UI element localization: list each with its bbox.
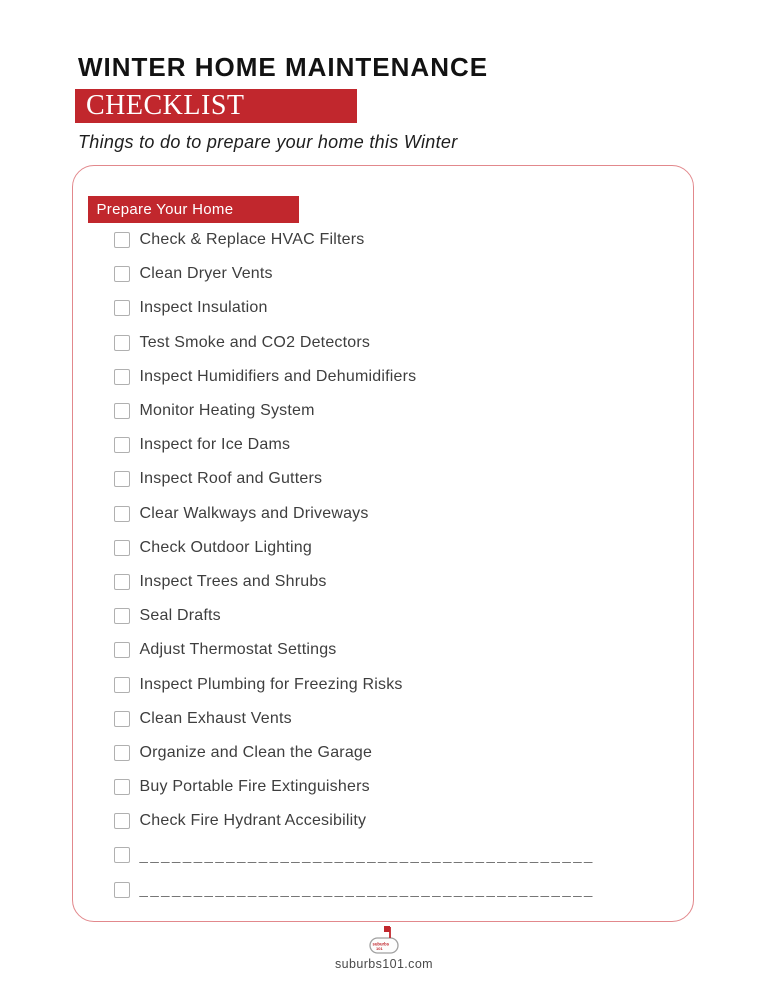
page-title: WINTER HOME MAINTENANCE xyxy=(78,52,489,82)
checklist-item-label: Inspect for Ice Dams xyxy=(139,436,291,454)
checklist-item-label: Inspect Humidifiers and Dehumidifiers xyxy=(139,367,417,385)
checklist-row xyxy=(114,633,678,667)
checkbox[interactable] xyxy=(114,506,130,522)
checkbox[interactable] xyxy=(114,745,130,761)
checkbox[interactable] xyxy=(114,300,130,316)
checklist-row xyxy=(114,497,678,531)
checklist-item-label: Check & Replace HVAC Filters xyxy=(139,231,365,249)
checkbox[interactable] xyxy=(114,779,130,795)
mailbox-logo-icon xyxy=(364,924,404,956)
checklist-banner: CHECKLIST xyxy=(75,89,357,123)
checklist-row xyxy=(114,531,678,565)
checklist-item-label: Test Smoke and CO2 Detectors xyxy=(139,333,371,351)
fill-in-line: __________________________________________ xyxy=(139,881,595,899)
checkbox[interactable] xyxy=(114,642,130,658)
checklist xyxy=(114,223,678,907)
checklist-row xyxy=(114,667,678,701)
checklist-row xyxy=(114,770,678,804)
checklist-row xyxy=(114,223,678,257)
checklist-item-label: Check Fire Hydrant Accesibility xyxy=(139,812,367,830)
checklist-row xyxy=(114,804,678,838)
checklist-item-label: Clean Dryer Vents xyxy=(139,265,273,283)
checklist-item-label: Adjust Thermostat Settings xyxy=(139,641,337,659)
section-header: Prepare Your Home xyxy=(88,196,299,223)
checklist-box xyxy=(72,165,694,922)
checklist-item-label: Organize and Clean the Garage xyxy=(139,743,373,761)
checkbox[interactable] xyxy=(114,608,130,624)
checklist-row xyxy=(114,326,678,360)
checkbox[interactable] xyxy=(114,847,130,863)
checklist-row xyxy=(114,873,678,907)
checkbox[interactable] xyxy=(114,437,130,453)
checklist-item-label: Inspect Roof and Gutters xyxy=(139,470,323,488)
checkbox[interactable] xyxy=(114,232,130,248)
checkbox[interactable] xyxy=(114,677,130,693)
checkbox[interactable] xyxy=(114,574,130,590)
website-url: suburbs101.com xyxy=(334,957,433,971)
checklist-item-label: Seal Drafts xyxy=(139,607,221,625)
checklist-item-label: Clear Walkways and Driveways xyxy=(139,504,369,522)
checklist-row xyxy=(114,360,678,394)
checkbox[interactable] xyxy=(114,403,130,419)
checkbox[interactable] xyxy=(114,813,130,829)
fill-in-line: __________________________________________ xyxy=(139,846,595,864)
checklist-row xyxy=(114,702,678,736)
checkbox[interactable] xyxy=(114,711,130,727)
checkbox[interactable] xyxy=(114,266,130,282)
checkbox[interactable] xyxy=(114,882,130,898)
checklist-row xyxy=(114,838,678,872)
checklist-item-label: Buy Portable Fire Extinguishers xyxy=(139,778,370,796)
checklist-item-label: Monitor Heating System xyxy=(139,402,315,420)
checklist-row xyxy=(114,428,678,462)
checklist-row xyxy=(114,394,678,428)
checklist-row xyxy=(114,291,678,325)
checkbox[interactable] xyxy=(114,369,130,385)
checklist-item-label: Check Outdoor Lighting xyxy=(139,538,313,556)
logo-text-top: suburbs xyxy=(372,941,390,947)
checkbox[interactable] xyxy=(114,335,130,351)
checklist-item-label: Inspect Insulation xyxy=(139,299,268,317)
checklist-item-label: Inspect Plumbing for Freezing Risks xyxy=(139,675,403,693)
checklist-row xyxy=(114,599,678,633)
checklist-row xyxy=(114,462,678,496)
checklist-item-label: Inspect Trees and Shrubs xyxy=(139,572,327,590)
subtitle: Things to do to prepare your home this Winter xyxy=(78,132,458,152)
checklist-row xyxy=(114,565,678,599)
checklist-row xyxy=(114,257,678,291)
logo-text-bottom: 101 xyxy=(376,946,383,951)
checkbox[interactable] xyxy=(114,471,130,487)
checkbox[interactable] xyxy=(114,540,130,556)
footer xyxy=(0,924,768,971)
checklist-row xyxy=(114,736,678,770)
checklist-item-label: Clean Exhaust Vents xyxy=(139,709,292,727)
